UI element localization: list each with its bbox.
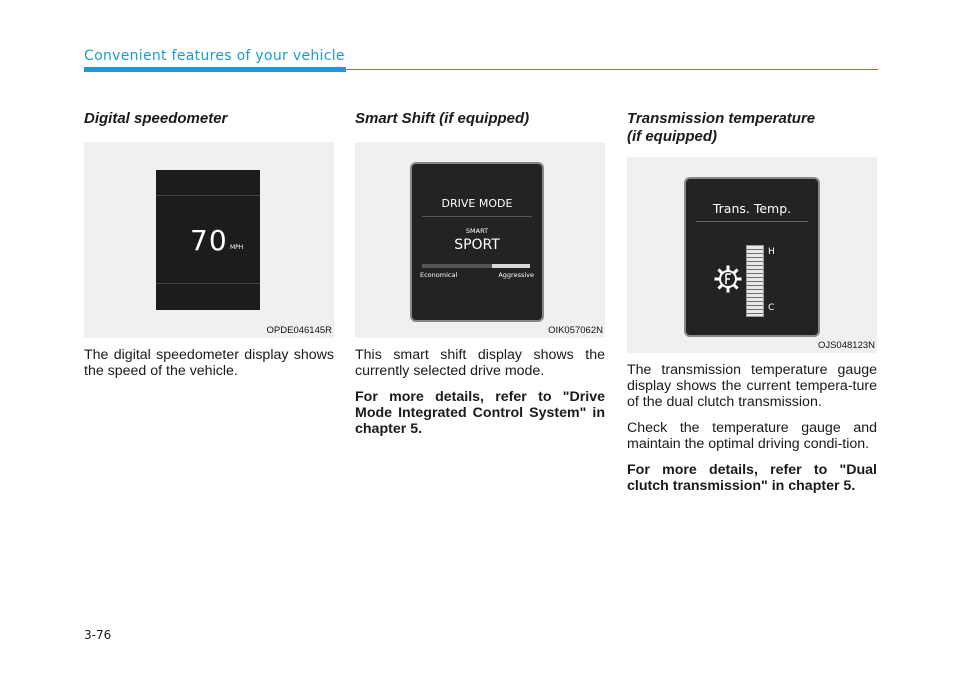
drive-mode-title: DRIVE MODE xyxy=(441,197,513,210)
economical-label: Economical xyxy=(420,271,458,279)
display-divider xyxy=(696,221,808,222)
paragraph: Check the temperature gauge and maintain the optimal driving condi-tion. xyxy=(627,420,877,452)
paragraph: The digital speedometer display shows the speed of the vehicle. xyxy=(84,347,334,379)
section-smart-shift xyxy=(355,110,605,447)
section-digital-speedometer xyxy=(84,110,334,389)
header-rule xyxy=(346,69,878,70)
trans-temp-display xyxy=(684,177,820,337)
figure-speedometer xyxy=(84,142,334,338)
figure-code: OPDE046145R xyxy=(266,325,332,336)
gauge-high-label: H xyxy=(768,247,775,257)
reference-note: For more details, refer to "Dual clutch transmission" in chapter 5. xyxy=(627,462,877,494)
section-title-line1: Transmission temperature xyxy=(627,110,816,127)
section-title xyxy=(627,110,877,146)
drive-mode-display xyxy=(410,162,544,322)
page-number: 3-76 xyxy=(84,628,112,642)
paragraph: The transmission temperature gauge display shows the current tempera-ture of the dual clutch transmission. xyxy=(627,362,877,410)
display-divider xyxy=(156,283,260,284)
drive-style-bar xyxy=(422,264,530,268)
speed-unit: MPH xyxy=(230,244,244,251)
section-title: Digital speedometer xyxy=(84,110,228,127)
gear-icon xyxy=(714,265,742,293)
paragraph: This smart shift display shows the currently selected drive mode. xyxy=(355,347,605,379)
display-divider xyxy=(422,216,532,217)
figure-code: OIK057062N xyxy=(548,325,603,336)
figure-trans-temp xyxy=(627,157,877,353)
drive-style-level xyxy=(492,264,530,268)
speed-value: 70 xyxy=(190,224,228,257)
temperature-gauge xyxy=(746,245,764,317)
section-transmission-temperature xyxy=(627,110,877,504)
figure-code: OJS048123N xyxy=(817,340,875,351)
speedometer-display xyxy=(156,170,260,310)
aggressive-label: Aggressive xyxy=(498,271,534,279)
reference-note: For more details, refer to "Drive Mode Integrated Control System" in chapter 5. xyxy=(355,389,605,437)
display-divider xyxy=(156,195,260,196)
section-title-line2: (if equipped) xyxy=(627,128,717,145)
trans-temp-title: Trans. Temp. xyxy=(712,201,792,216)
header-section-title: Convenient features of your vehicle xyxy=(84,48,345,64)
gauge-low-label: C xyxy=(768,303,775,313)
figure-drive-mode xyxy=(355,142,605,338)
header-accent-bar xyxy=(84,67,346,72)
mode-label: SPORT xyxy=(454,237,500,253)
smart-label: SMART xyxy=(465,227,489,235)
section-title: Smart Shift (if equipped) xyxy=(355,110,530,127)
